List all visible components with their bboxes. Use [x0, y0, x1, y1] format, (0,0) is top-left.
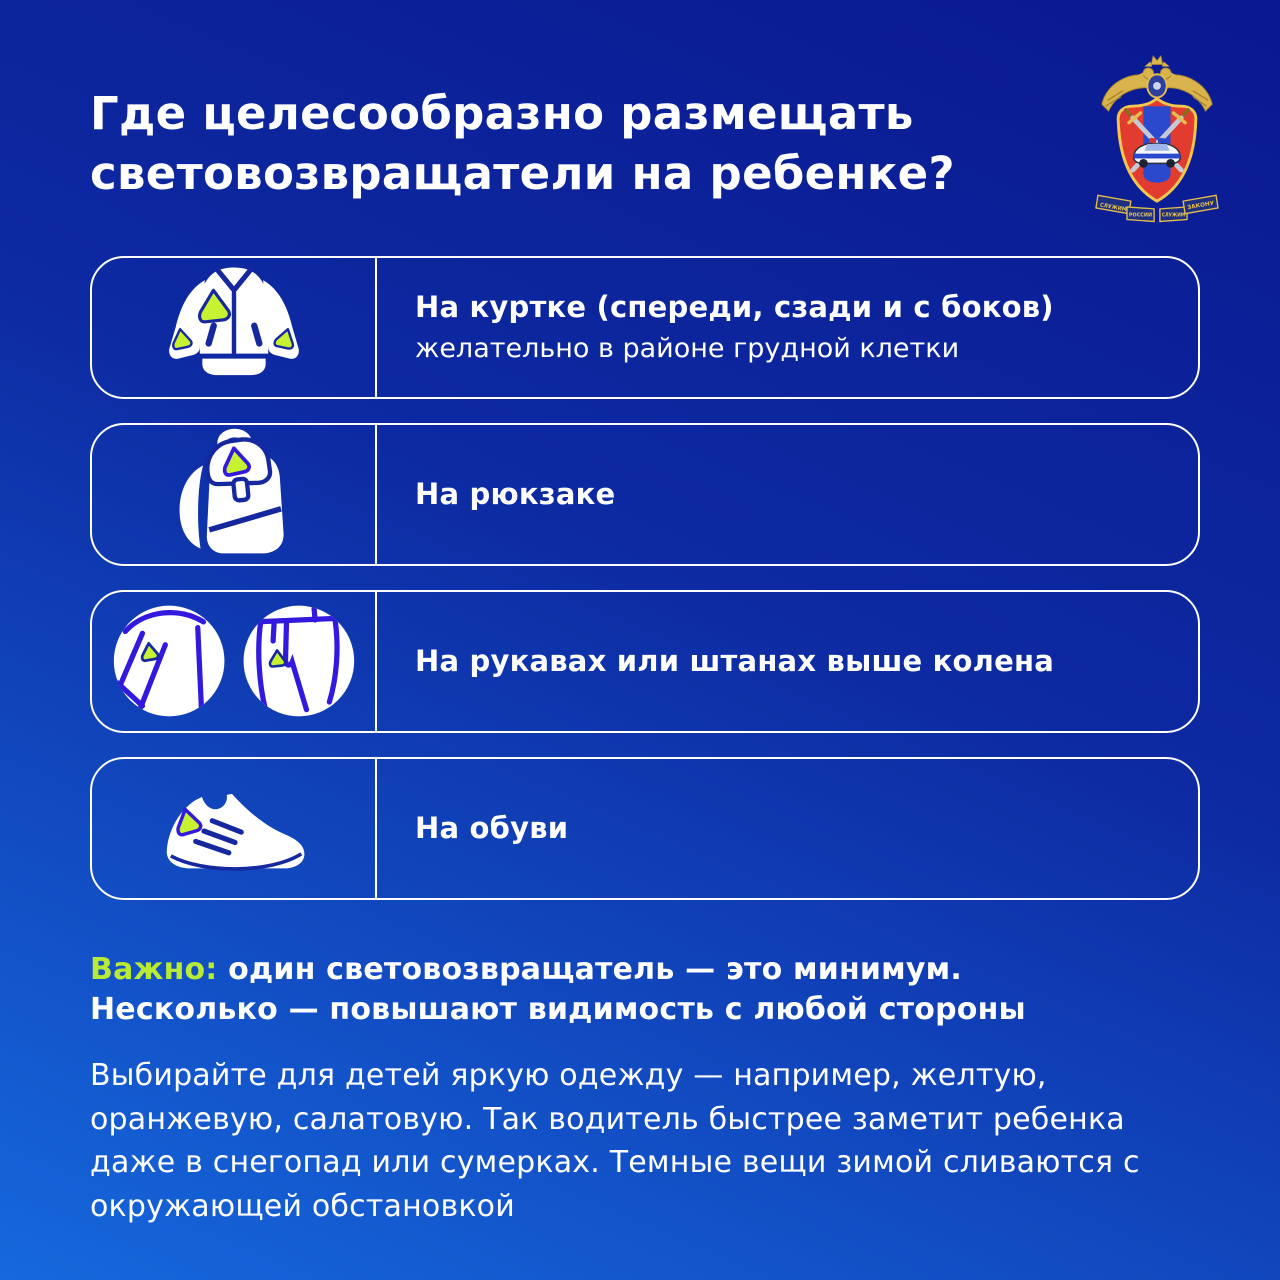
card-text	[377, 425, 1198, 564]
card-title: На рюкзаке	[415, 477, 616, 512]
card-text	[377, 258, 1198, 397]
card-text	[377, 592, 1198, 731]
jacket-icon	[92, 258, 377, 397]
page-title: Где целесообразно размещать световозвращатели на ребенке?	[90, 87, 955, 200]
card-title: На обуви	[415, 811, 569, 846]
backpack-icon	[92, 425, 377, 564]
card-backpack	[90, 423, 1200, 566]
sleeve-pants-icon	[92, 592, 377, 731]
shoe-icon	[92, 759, 377, 898]
placement-list	[90, 256, 1200, 900]
important-note	[90, 950, 1200, 1032]
motto-word: СЛУЖИМ	[1099, 202, 1131, 214]
motto-word: ЗАКОНУ	[1186, 200, 1215, 212]
shield-icon	[1118, 98, 1196, 201]
card-title: На куртке (спереди, сзади и с боков)	[415, 290, 1054, 325]
motto-word: РОССИИ	[1128, 212, 1153, 219]
important-label: Важно:	[90, 951, 218, 987]
important-line2: Несколько — повышают видимость с любой стороны	[90, 992, 1026, 1028]
card-subtitle: желательно в районе грудной клетки	[415, 333, 960, 365]
advice-paragraph: Выбирайте для детей яркую одежду — например, желтую, оранжевую, салатовую. Так водитель быстрее заметит ребенка даже в снегопад или сумерках. Темные вещи зимой сливаются с окружающей обстановкой	[90, 1058, 1140, 1224]
card-sleeves-pants	[90, 590, 1200, 733]
important-line1: один световозвращатель — это минимум.	[228, 951, 962, 987]
card-text	[377, 759, 1198, 898]
card-title: На рукавах или штанах выше колена	[415, 644, 1054, 679]
motto-word: СЛУЖИМ	[1161, 212, 1186, 219]
police-emblem	[1094, 50, 1220, 236]
card-jacket	[90, 256, 1200, 399]
police-emblem-icon	[1094, 50, 1220, 236]
card-shoe	[90, 757, 1200, 900]
